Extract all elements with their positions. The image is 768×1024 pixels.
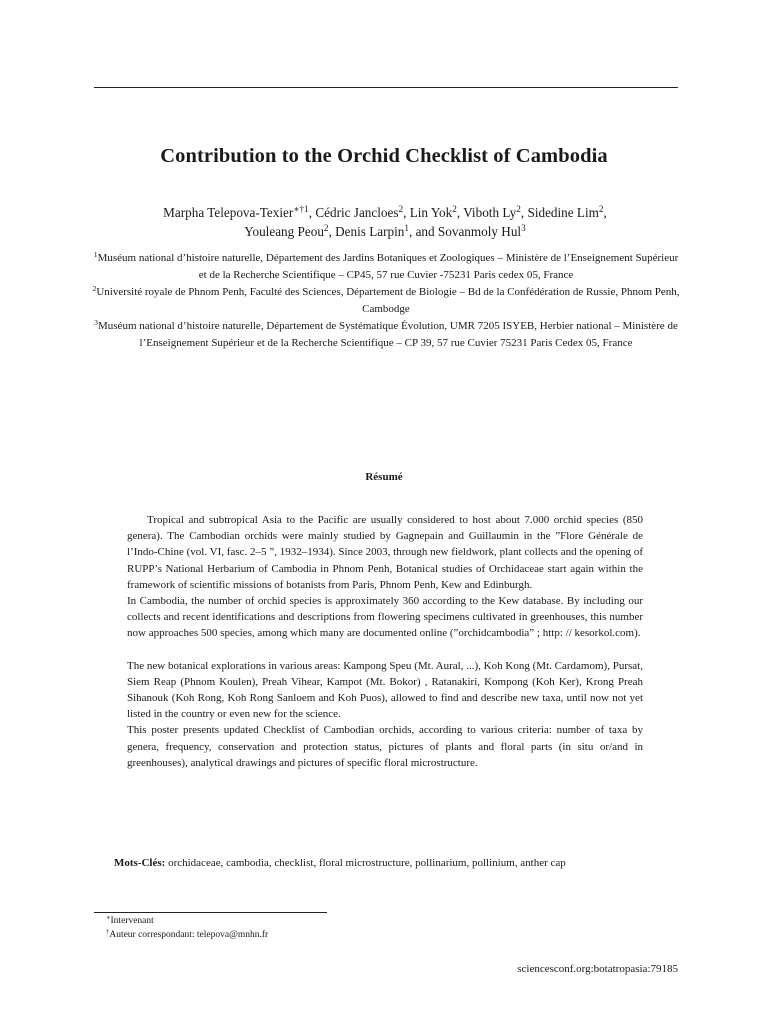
- keywords-text: orchidaceae, cambodia, checklist, floral microstructure, pollinarium, pollinium, anther cap: [168, 857, 566, 869]
- author-name: Sovanmoly Hul: [437, 224, 522, 239]
- author-separator: ,: [603, 205, 607, 220]
- author-separator: ,: [328, 224, 336, 239]
- footnote-mark: †: [106, 928, 110, 936]
- footnote-rule: [94, 912, 327, 913]
- footnote-mark: ∗: [106, 914, 111, 922]
- author-separator: , and: [408, 224, 438, 239]
- affiliation-1: [92, 250, 680, 284]
- abstract-paragraph: This poster presents updated Checklist of Cambodian orchids, according to various criteria: number of taxa by genera, frequency, conservation and protection status, pictures of plants and floral parts (in situ or/and in greenhouses), analytical drawings and pictures of specific floral microstructure.: [127, 724, 643, 769]
- author-mark: 2: [398, 203, 404, 214]
- author-name: Viboth Ly: [463, 205, 517, 220]
- author-separator: ,: [308, 205, 316, 220]
- footnote-text: Intervenant: [110, 916, 154, 926]
- author-separator: ,: [456, 205, 464, 220]
- author-list: [100, 203, 670, 241]
- author-mark: 2: [516, 203, 521, 214]
- top-rule: [94, 87, 678, 88]
- author-line-1: [100, 203, 670, 222]
- affiliation-number: 3: [94, 317, 98, 327]
- abstract-paragraph: In Cambodia, the number of orchid species is approximately 360 according to the Kew database. By including our collects and recent identifications and descriptions from flowering specimens cultivated in greenhouses, this number now approaches 500 species, among which many are documented online (”orchidcambodia” ; http: // kesorkol.com).: [127, 595, 643, 640]
- author-name: Youleang Peou: [244, 224, 324, 239]
- author-mark: ∗†1: [293, 203, 309, 214]
- paragraph-gap: [127, 642, 643, 658]
- author-mark: 2: [598, 203, 604, 214]
- author-name: Lin Yok: [409, 205, 453, 220]
- affiliation-text: Muséum national d’histoire naturelle, Département de Systématique Évolution, UMR 7205 ISYEB, Herbier national – Ministère de l’Enseignement Supérieur et de la Recherche Scientifique – CP 39, 57 rue Cuvier 75231 Paris Cedex 05, France: [98, 320, 678, 349]
- affiliation-2: [92, 284, 680, 318]
- footnote: [106, 914, 268, 928]
- affiliation-text: Muséum national d’histoire naturelle, Département des Jardins Botaniques et Zoologiques – Ministère de l’Enseignement Supérieur et de la Recherche Scientifique – CP45, 57 rue Cuvier -75231 Paris cedex 05, France: [97, 252, 679, 281]
- keywords: [94, 853, 678, 873]
- abstract-paragraph: The new botanical explorations in various areas: Kampong Speu (Mt. Aural, ...), Koh Kong (Mt. Cardamom), Pursat, Siem Reap (Phnom Koulen), Preah Vihear, Kampot (Mt. Bokor) , Ratanakiri, Kompong (Koh Ker), Krong Preah Sihanouk (Koh Rong, Koh Rong Sanloem and Koh Puos), allowed to find and describe new taxa, until now not yet listed in the country or even new for the science.: [127, 659, 643, 721]
- affiliation-3: [92, 318, 680, 352]
- author-name: Marpha Telepova-Texier: [163, 205, 294, 220]
- abstract-paragraph: Tropical and subtropical Asia to the Pacific are usually considered to host about 7.000 orchid species (850 genera). The Cambodian orchids were mainly studied by Gagnepain and Guillaumin in the ”Flore Générale de l’Indo-Chine (vol. VI, fasc. 2–5 ”, 1932–1934). Since 2003, through new fieldwork, plant collects and the opening of RUPP’s National Herbarium of Cambodia in Phnom Penh, Botanical studies of Orchidaceae start again within the framework of scientific missions of botanists from Paris, Phnom Penh, Kew and Edinburgh.: [127, 514, 643, 591]
- abstract-heading: Résumé: [365, 471, 403, 483]
- author-mark: 2: [323, 222, 329, 233]
- author-name: Sidedine Lim: [527, 205, 599, 220]
- keywords-label: Mots-Clés:: [114, 857, 166, 869]
- affiliation-number: 2: [92, 283, 97, 293]
- author-mark: 1: [404, 222, 409, 233]
- affiliation-text: Université royale de Phnom Penh, Faculté des Sciences, Département de Biologie – Bd de la Confédération de Russie, Phnom Penh, Cambodge: [96, 286, 680, 315]
- paper-title: Contribution to the Orchid Checklist of Cambodia: [160, 145, 608, 167]
- author-name: Cédric Jancloes: [315, 205, 399, 220]
- affiliations: [92, 250, 680, 352]
- author-separator: ,: [520, 205, 528, 220]
- author-mark: 3: [521, 222, 526, 233]
- author-line-2: [100, 222, 670, 241]
- author-name: Denis Larpin: [335, 224, 405, 239]
- footnotes: [106, 914, 268, 942]
- author-separator: ,: [403, 205, 410, 220]
- document-id: sciencesconf.org:botatropasia:79185: [517, 963, 678, 975]
- footnote: [106, 928, 268, 942]
- affiliation-number: 1: [93, 249, 98, 259]
- author-mark: 2: [452, 203, 457, 214]
- footnote-text: Auteur correspondant: telepova@mnhn.fr: [109, 930, 269, 940]
- abstract-body: [127, 512, 643, 771]
